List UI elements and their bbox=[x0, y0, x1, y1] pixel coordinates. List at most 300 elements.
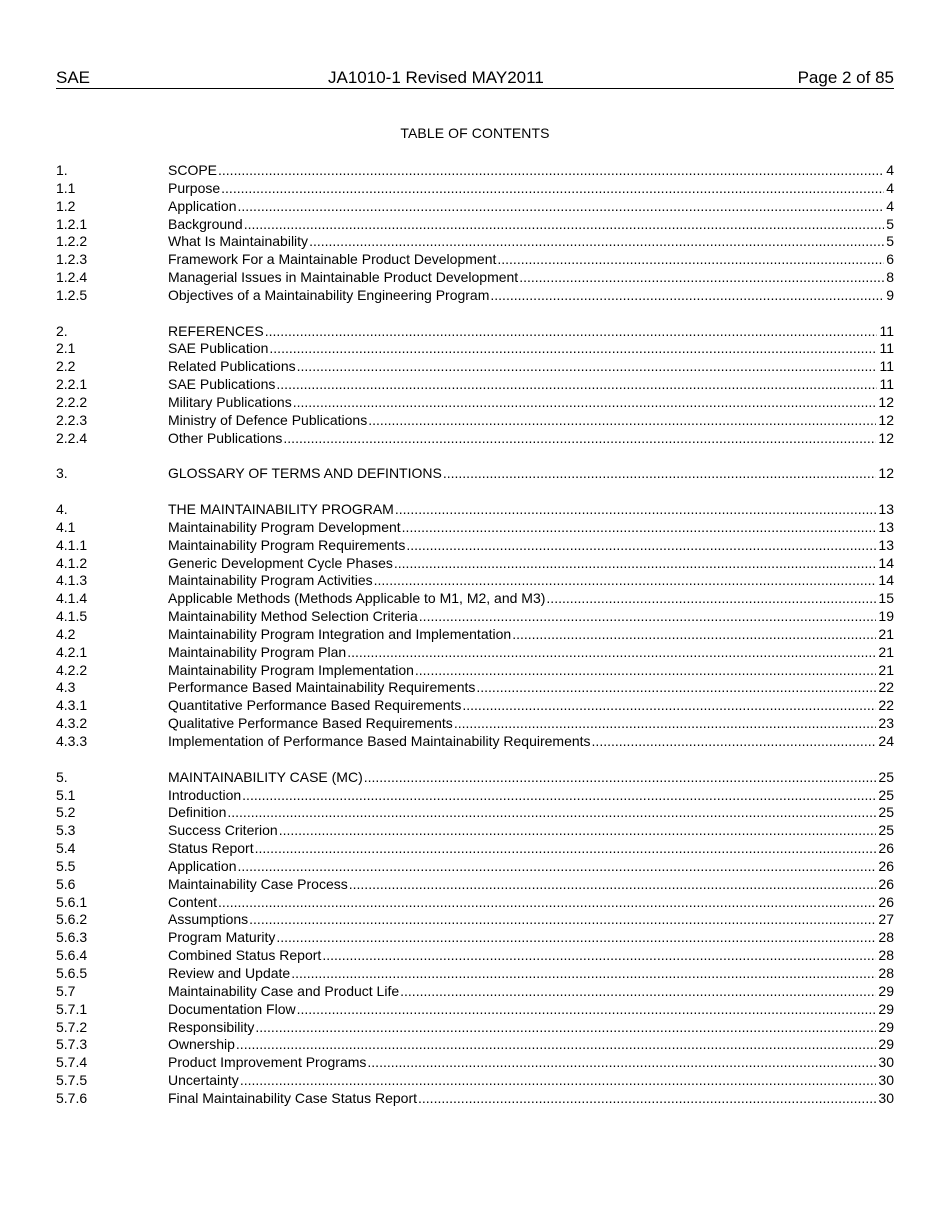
dot-leader bbox=[490, 287, 884, 305]
toc-entry-page[interactable]: 21 bbox=[878, 661, 894, 678]
toc-entry-line bbox=[168, 876, 894, 894]
toc-entry-line bbox=[168, 965, 894, 983]
toc-entry[interactable] bbox=[56, 323, 894, 341]
toc-entry-number: 5.6.3 bbox=[56, 929, 88, 946]
toc-entry-number: 5. bbox=[56, 768, 68, 785]
toc-entry-line bbox=[168, 644, 894, 662]
toc-entry-title[interactable]: SCOPE bbox=[168, 162, 218, 178]
toc-entry-number: 1. bbox=[56, 162, 68, 178]
toc-entry-number: 5.6.5 bbox=[56, 964, 88, 981]
toc-entry-page[interactable]: 25 bbox=[878, 822, 894, 839]
toc-entry-title[interactable]: Product Improvement Programs bbox=[168, 1054, 367, 1071]
toc-entry-number: 2.2.4 bbox=[56, 429, 88, 446]
toc-entry-page[interactable]: 12 bbox=[878, 429, 894, 446]
toc-entry-number: 5.6 bbox=[56, 875, 76, 892]
toc-entry-line bbox=[168, 911, 894, 929]
header-org: SAE bbox=[56, 68, 91, 87]
toc-entry-line bbox=[168, 662, 894, 680]
toc-entry-line bbox=[168, 983, 894, 1001]
toc-entry-title[interactable]: Maintainability Program Requirements bbox=[168, 536, 406, 553]
toc-entry-page[interactable]: 15 bbox=[878, 590, 894, 607]
toc-entry-page[interactable]: 29 bbox=[878, 1000, 894, 1017]
toc-entry-line bbox=[168, 394, 894, 412]
toc-entry-number: 2.2.3 bbox=[56, 411, 88, 428]
toc-entry-line bbox=[168, 947, 894, 965]
toc-entry-title[interactable]: Final Maintainability Case Status Report bbox=[168, 1089, 418, 1106]
toc-entry-title[interactable]: MAINTAINABILITY CASE (MC) bbox=[168, 768, 363, 785]
dot-leader bbox=[419, 608, 877, 626]
toc-entry-title[interactable]: Other Publications bbox=[168, 429, 283, 446]
toc-entry-title[interactable]: Content bbox=[168, 893, 218, 910]
toc-entry-line bbox=[168, 1054, 894, 1072]
dot-leader bbox=[291, 965, 876, 983]
toc-entry-title[interactable]: SAE Publication bbox=[168, 340, 269, 357]
dot-leader bbox=[276, 929, 876, 947]
toc-entry-title[interactable]: Generic Development Cycle Phases bbox=[168, 554, 393, 571]
dot-leader bbox=[227, 804, 876, 822]
toc-entry[interactable] bbox=[56, 519, 894, 537]
toc-entry-line bbox=[168, 1019, 894, 1037]
toc-entry-page[interactable]: 14 bbox=[878, 572, 894, 589]
toc-entry-page[interactable]: 22 bbox=[878, 679, 894, 696]
dot-leader bbox=[368, 412, 876, 430]
toc-entry[interactable] bbox=[56, 340, 894, 358]
toc-entry-title[interactable]: Success Criterion bbox=[168, 822, 278, 839]
dot-leader bbox=[255, 840, 877, 858]
section-gap bbox=[56, 448, 894, 466]
toc-title: TABLE OF CONTENTS bbox=[400, 125, 550, 141]
toc-entry-page[interactable]: 29 bbox=[878, 1036, 894, 1053]
dot-leader bbox=[443, 465, 877, 483]
toc-entry[interactable] bbox=[56, 555, 894, 573]
toc-entry-page[interactable]: 29 bbox=[878, 982, 894, 999]
dot-leader bbox=[497, 251, 884, 269]
toc-entry[interactable] bbox=[56, 198, 894, 216]
toc-entry-line bbox=[168, 590, 894, 608]
dot-leader bbox=[367, 1054, 876, 1072]
dot-leader bbox=[374, 572, 877, 590]
toc-entry-number: 1.2 bbox=[56, 197, 76, 214]
toc-entry[interactable] bbox=[56, 180, 894, 198]
dot-leader bbox=[546, 590, 876, 608]
toc-entry-page[interactable]: 19 bbox=[878, 608, 894, 625]
toc-entry-page[interactable]: 4 bbox=[886, 162, 894, 178]
toc-entry-line bbox=[168, 1072, 894, 1090]
toc-entry[interactable] bbox=[56, 715, 894, 733]
toc-entry-page[interactable]: 11 bbox=[879, 376, 894, 393]
toc-entry-title[interactable]: Application bbox=[168, 197, 237, 214]
toc-entry-title[interactable]: Ownership bbox=[168, 1036, 235, 1053]
toc-entry-line bbox=[168, 894, 894, 912]
toc-entry-line bbox=[168, 323, 894, 341]
toc-entry-number: 5.7.2 bbox=[56, 1018, 88, 1035]
dot-leader bbox=[279, 822, 877, 840]
toc-entry-title[interactable]: Maintainability Program Integration and Implementation bbox=[168, 625, 512, 642]
dot-leader bbox=[512, 626, 876, 644]
toc-entry-title[interactable]: Managerial Issues in Maintainable Product Development bbox=[168, 269, 519, 286]
toc-entry-number: 1.1 bbox=[56, 179, 76, 196]
toc-entry-title[interactable]: Ministry of Defence Publications bbox=[168, 411, 368, 428]
toc-entry[interactable] bbox=[56, 697, 894, 715]
toc-entry[interactable] bbox=[56, 412, 894, 430]
toc-entry-line bbox=[168, 180, 894, 198]
toc-entry-number: 5.7.6 bbox=[56, 1089, 88, 1106]
toc-entry[interactable] bbox=[56, 840, 894, 858]
toc-entry-line bbox=[168, 287, 894, 305]
toc-entry-title[interactable]: Quantitative Performance Based Requirements bbox=[168, 697, 462, 714]
toc-entry-title[interactable]: Objectives of a Maintainability Engineering Program bbox=[168, 286, 490, 303]
toc-entry-page[interactable]: 12 bbox=[878, 393, 894, 410]
toc-entry-number: 2.2.1 bbox=[56, 376, 88, 393]
dot-leader bbox=[418, 1090, 876, 1108]
toc-entry[interactable] bbox=[56, 537, 894, 555]
toc-entry-title[interactable]: Maintainability Program Development bbox=[168, 518, 401, 535]
toc-entry-number: 5.7.4 bbox=[56, 1054, 88, 1071]
toc-entry[interactable] bbox=[56, 983, 894, 1001]
toc-entry-title[interactable]: Responsibility bbox=[168, 1018, 255, 1035]
toc-entry[interactable] bbox=[56, 430, 894, 448]
toc-entry-line bbox=[168, 233, 894, 251]
toc-entry-title[interactable]: Implementation of Performance Based Maintainability Requirements bbox=[168, 733, 591, 749]
dot-leader bbox=[240, 1072, 877, 1090]
toc-entry-page[interactable]: 28 bbox=[878, 929, 894, 946]
toc-entry[interactable] bbox=[56, 644, 894, 662]
toc-entry-number: 2.1 bbox=[56, 340, 76, 357]
toc-entry[interactable] bbox=[56, 233, 894, 251]
toc-entry-number: 4.2.1 bbox=[56, 643, 88, 660]
toc-entry-line bbox=[168, 162, 894, 180]
toc-entry[interactable] bbox=[56, 965, 894, 983]
toc-entry-line bbox=[168, 822, 894, 840]
toc-entry-line bbox=[168, 465, 894, 483]
toc-entry-page[interactable]: 26 bbox=[878, 893, 894, 910]
toc-entry-number: 1.2.1 bbox=[56, 215, 88, 232]
toc-entry-number: 5.1 bbox=[56, 786, 76, 803]
toc-entry-title[interactable]: Combined Status Report bbox=[168, 947, 322, 964]
toc-entry-number: 4.1 bbox=[56, 518, 76, 535]
section-gap bbox=[56, 483, 894, 501]
toc-entry[interactable] bbox=[56, 572, 894, 590]
toc-entry-title[interactable]: Assumptions bbox=[168, 911, 249, 928]
toc-entry-title[interactable]: Status Report bbox=[168, 840, 254, 857]
toc-entry-number: 4. bbox=[56, 501, 68, 518]
dot-leader bbox=[244, 216, 884, 234]
toc-entry-number: 5.6.1 bbox=[56, 893, 88, 910]
toc-entry-line bbox=[168, 769, 894, 787]
toc-entry-title[interactable]: What Is Maintainability bbox=[168, 233, 309, 250]
toc-entry-line bbox=[168, 537, 894, 555]
toc-entry-title[interactable]: Performance Based Maintainability Requirements bbox=[168, 679, 476, 696]
toc-entry-number: 5.2 bbox=[56, 804, 76, 821]
toc-entry[interactable] bbox=[56, 358, 894, 376]
section-gap bbox=[56, 751, 894, 769]
toc-entry-line bbox=[168, 1001, 894, 1019]
toc-entry-number: 4.1.3 bbox=[56, 572, 88, 589]
toc-entry[interactable] bbox=[56, 269, 894, 287]
toc-entry-page[interactable]: 5 bbox=[886, 233, 894, 250]
toc-entry[interactable] bbox=[56, 287, 894, 305]
toc-entry-page[interactable]: 22 bbox=[878, 697, 894, 714]
toc-entry-page[interactable]: 30 bbox=[878, 1089, 894, 1106]
toc-entry-page[interactable]: 23 bbox=[878, 715, 894, 732]
toc-entry-title[interactable]: Maintainability Case and Product Life bbox=[168, 982, 400, 999]
dot-leader bbox=[218, 894, 876, 912]
toc-entry-page[interactable]: 14 bbox=[878, 554, 894, 571]
toc-entry-line bbox=[168, 198, 894, 216]
toc-entry-line bbox=[168, 733, 894, 751]
toc-entry[interactable] bbox=[56, 1036, 894, 1054]
toc-entry-line bbox=[168, 572, 894, 590]
toc-entry[interactable] bbox=[56, 1019, 894, 1037]
toc-entry-title[interactable]: Definition bbox=[168, 804, 227, 821]
toc-entry-number: 4.3 bbox=[56, 679, 76, 696]
dot-leader bbox=[238, 198, 885, 216]
toc-entry-line bbox=[168, 269, 894, 287]
toc-entry-title[interactable]: Program Maturity bbox=[168, 929, 276, 946]
dot-leader bbox=[395, 501, 877, 519]
toc-entry-number: 3. bbox=[56, 465, 68, 482]
toc-entry-number: 5.7.5 bbox=[56, 1072, 88, 1089]
toc-entry-page[interactable]: 30 bbox=[878, 1072, 894, 1089]
toc-entry-page[interactable]: 21 bbox=[878, 625, 894, 642]
toc-entry[interactable] bbox=[56, 1001, 894, 1019]
toc-entry-title[interactable]: Introduction bbox=[168, 786, 242, 803]
toc-entry-title[interactable]: Maintainability Program Activities bbox=[168, 572, 373, 589]
toc-entry-title[interactable]: Uncertainty bbox=[168, 1072, 239, 1089]
dot-leader bbox=[402, 519, 877, 537]
toc-entry-line bbox=[168, 358, 894, 376]
toc-entry-page[interactable]: 4 bbox=[886, 179, 894, 196]
toc-entry[interactable] bbox=[56, 911, 894, 929]
dot-leader bbox=[242, 787, 876, 805]
toc-entry-page[interactable]: 25 bbox=[878, 786, 894, 803]
toc-entry-page[interactable]: 30 bbox=[878, 1054, 894, 1071]
toc-entry-title[interactable]: Maintainability Program Plan bbox=[168, 643, 347, 660]
toc-entry-page[interactable]: 28 bbox=[878, 964, 894, 981]
toc-entry-line bbox=[168, 412, 894, 430]
dot-leader bbox=[249, 911, 876, 929]
toc-entry-page[interactable]: 8 bbox=[886, 269, 894, 286]
toc-entry-number: 5.7.3 bbox=[56, 1036, 88, 1053]
toc-entry-number: 1.2.4 bbox=[56, 269, 88, 286]
toc-entry-title[interactable]: Documentation Flow bbox=[168, 1000, 296, 1017]
toc-entry-line bbox=[168, 1036, 894, 1054]
toc-entry-page[interactable]: 13 bbox=[878, 518, 894, 535]
toc-entry[interactable] bbox=[56, 947, 894, 965]
toc-entry[interactable] bbox=[56, 679, 894, 697]
toc-entry-number: 5.7.1 bbox=[56, 1000, 88, 1017]
toc-entry[interactable] bbox=[56, 1090, 894, 1108]
toc-entry-line bbox=[168, 376, 894, 394]
dot-leader bbox=[454, 715, 877, 733]
toc-entry-number: 4.3.3 bbox=[56, 733, 88, 749]
toc-entry-page[interactable]: 24 bbox=[878, 733, 894, 749]
toc-entry-page[interactable]: 4 bbox=[886, 197, 894, 214]
toc-entry-page[interactable]: 6 bbox=[886, 251, 894, 268]
dot-leader bbox=[255, 1019, 876, 1037]
dot-leader bbox=[462, 697, 876, 715]
toc-entry[interactable] bbox=[56, 733, 894, 751]
toc-entry[interactable] bbox=[56, 787, 894, 805]
toc-entry[interactable] bbox=[56, 876, 894, 894]
toc-entry-number: 4.2 bbox=[56, 625, 76, 642]
dot-leader bbox=[476, 679, 876, 697]
dot-leader bbox=[400, 983, 876, 1001]
toc-entry[interactable] bbox=[56, 216, 894, 234]
toc-entry-line bbox=[168, 430, 894, 448]
toc-entry-title[interactable]: THE MAINTAINABILITY PROGRAM bbox=[168, 501, 394, 518]
toc-entry-line bbox=[168, 858, 894, 876]
toc-entry[interactable] bbox=[56, 804, 894, 822]
dot-leader bbox=[415, 662, 877, 680]
dot-leader bbox=[322, 947, 876, 965]
toc-entry-line bbox=[168, 251, 894, 269]
dot-leader bbox=[394, 555, 877, 573]
toc-entry-title[interactable]: Purpose bbox=[168, 179, 221, 196]
toc-entry[interactable] bbox=[56, 894, 894, 912]
toc-entry[interactable] bbox=[56, 769, 894, 787]
toc-entry-line bbox=[168, 555, 894, 573]
toc-entry-number: 5.3 bbox=[56, 822, 76, 839]
toc-entry-page[interactable]: 13 bbox=[878, 501, 894, 518]
toc-entry-number: 5.4 bbox=[56, 840, 76, 857]
dot-leader bbox=[238, 858, 877, 876]
dot-leader bbox=[218, 162, 884, 180]
dot-leader bbox=[276, 376, 877, 394]
header-page-number: Page 2 of 85 bbox=[797, 68, 894, 87]
toc-entry-page[interactable]: 5 bbox=[886, 215, 894, 232]
toc-entry-page[interactable]: 29 bbox=[878, 1018, 894, 1035]
dot-leader bbox=[297, 1001, 877, 1019]
toc-entry-line bbox=[168, 787, 894, 805]
toc-entry-page[interactable]: 26 bbox=[878, 857, 894, 874]
toc-entry-page[interactable]: 11 bbox=[879, 340, 894, 357]
dot-leader bbox=[269, 340, 877, 358]
toc-entry[interactable] bbox=[56, 662, 894, 680]
toc-entry-line bbox=[168, 340, 894, 358]
dot-leader bbox=[349, 876, 877, 894]
toc-entry-title[interactable]: Qualitative Performance Based Requirements bbox=[168, 715, 453, 732]
toc-entry-title[interactable]: SAE Publications bbox=[168, 376, 276, 393]
toc-entry[interactable] bbox=[56, 858, 894, 876]
toc-entry-page[interactable]: 26 bbox=[878, 840, 894, 857]
toc-entry-page[interactable]: 21 bbox=[878, 643, 894, 660]
toc-entry-line bbox=[168, 519, 894, 537]
toc-entry-page[interactable]: 9 bbox=[886, 286, 894, 303]
toc-entry-number: 5.7 bbox=[56, 982, 76, 999]
toc-entry[interactable] bbox=[56, 608, 894, 626]
section-gap bbox=[56, 305, 894, 323]
toc-entry-title[interactable]: Maintainability Case Process bbox=[168, 875, 348, 892]
toc-entry-number: 5.5 bbox=[56, 857, 76, 874]
toc-entry[interactable] bbox=[56, 822, 894, 840]
toc-entry-page[interactable]: 11 bbox=[879, 322, 894, 339]
toc-entry-number: 4.3.2 bbox=[56, 715, 88, 732]
toc-entry[interactable] bbox=[56, 394, 894, 412]
dot-leader bbox=[309, 233, 884, 251]
table-of-contents bbox=[56, 162, 894, 1108]
toc-entry-title[interactable]: Framework For a Maintainable Product Development bbox=[168, 251, 497, 268]
toc-entry-line bbox=[168, 626, 894, 644]
toc-entry-title[interactable]: Applicable Methods (Methods Applicable to M1, M2, and M3) bbox=[168, 590, 546, 607]
toc-entry-page[interactable]: 11 bbox=[879, 358, 894, 375]
toc-entry[interactable] bbox=[56, 376, 894, 394]
page-header bbox=[56, 68, 894, 89]
toc-entry-page[interactable]: 25 bbox=[878, 804, 894, 821]
dot-leader bbox=[221, 180, 884, 198]
toc-entry-line bbox=[168, 1090, 894, 1108]
toc-entry-line bbox=[168, 679, 894, 697]
dot-leader bbox=[297, 358, 878, 376]
dot-leader bbox=[406, 537, 876, 555]
toc-entry-line bbox=[168, 840, 894, 858]
toc-entry-number: 1.2.5 bbox=[56, 286, 88, 303]
toc-entry-number: 4.1.5 bbox=[56, 608, 88, 625]
toc-entry-page[interactable]: 12 bbox=[878, 465, 894, 482]
toc-entry-title[interactable]: REFERENCES bbox=[168, 322, 264, 339]
toc-entry-page[interactable]: 28 bbox=[878, 947, 894, 964]
toc-entry[interactable] bbox=[56, 465, 894, 483]
dot-leader bbox=[347, 644, 876, 662]
toc-entry-page[interactable]: 12 bbox=[878, 411, 894, 428]
toc-entry-page[interactable]: 13 bbox=[878, 536, 894, 553]
toc-entry-line bbox=[168, 715, 894, 733]
dot-leader bbox=[364, 769, 877, 787]
toc-entry[interactable] bbox=[56, 626, 894, 644]
toc-entry-number: 1.2.3 bbox=[56, 251, 88, 268]
toc-entry-number: 4.1.1 bbox=[56, 536, 88, 553]
toc-entry-page[interactable]: 26 bbox=[878, 875, 894, 892]
dot-leader bbox=[283, 430, 876, 448]
toc-entry-title[interactable]: Background bbox=[168, 215, 243, 232]
toc-entry[interactable] bbox=[56, 929, 894, 947]
toc-entry-page[interactable]: 27 bbox=[878, 911, 894, 928]
toc-entry-page[interactable]: 25 bbox=[878, 768, 894, 785]
dot-leader bbox=[236, 1036, 877, 1054]
toc-entry-line bbox=[168, 804, 894, 822]
toc-entry-number: 1.2.2 bbox=[56, 233, 88, 250]
dot-leader bbox=[293, 394, 877, 412]
toc-entry-title[interactable]: Review and Update bbox=[168, 964, 291, 981]
toc-entry[interactable] bbox=[56, 162, 894, 180]
toc-entry-title[interactable]: Related Publications bbox=[168, 358, 296, 375]
toc-entry-line bbox=[168, 216, 894, 234]
toc-entry-number: 2.2 bbox=[56, 358, 76, 375]
toc-entry-number: 4.1.2 bbox=[56, 554, 88, 571]
toc-entry-number: 2. bbox=[56, 322, 68, 339]
toc-entry-number: 4.3.1 bbox=[56, 697, 88, 714]
toc-entry[interactable] bbox=[56, 501, 894, 519]
toc-entry-number: 5.6.4 bbox=[56, 947, 88, 964]
toc-entry-title[interactable]: GLOSSARY OF TERMS AND DEFINTIONS bbox=[168, 465, 442, 482]
toc-entry[interactable] bbox=[56, 1072, 894, 1090]
toc-entry[interactable] bbox=[56, 251, 894, 269]
toc-entry[interactable] bbox=[56, 590, 894, 608]
toc-entry-number: 4.2.2 bbox=[56, 661, 88, 678]
header-document-id: JA1010-1 Revised MAY2011 bbox=[328, 68, 544, 87]
toc-entry-number: 2.2.2 bbox=[56, 393, 88, 410]
toc-entry-title[interactable]: Military Publications bbox=[168, 393, 292, 410]
dot-leader bbox=[265, 323, 878, 341]
dot-leader bbox=[592, 733, 877, 751]
toc-entry[interactable] bbox=[56, 1054, 894, 1072]
toc-entry-line bbox=[168, 608, 894, 626]
dot-leader bbox=[519, 269, 884, 287]
toc-entry-title[interactable]: Application bbox=[168, 857, 237, 874]
toc-entry-title[interactable]: Maintainability Program Implementation bbox=[168, 661, 414, 678]
toc-entry-line bbox=[168, 501, 894, 519]
toc-entry-title[interactable]: Maintainability Method Selection Criteria bbox=[168, 608, 418, 625]
